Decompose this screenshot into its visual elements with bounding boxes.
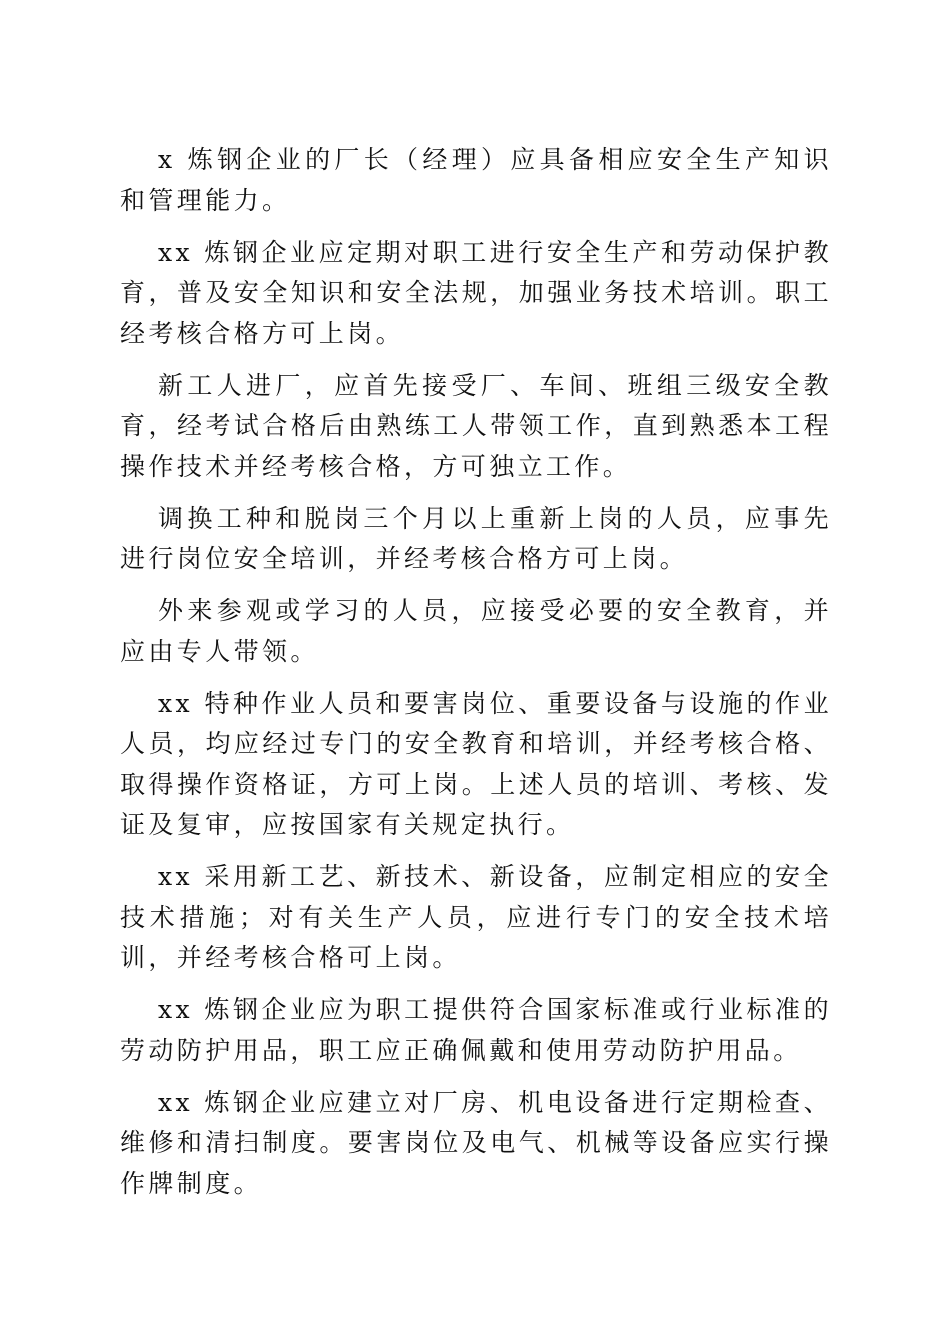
paragraph-visitors: 外来参观或学习的人员，应接受必要的安全教育，并应由专人带领。 (120, 596, 832, 666)
paragraph-special-operations: xx 特种作业人员和要害岗位、重要设备与设施的作业人员，均应经过专门的安全教育和培训，并经考核合格、取得操作资格证，方可上岗。上述人员的培训、考核、发证及复审，应按国家有关规定执行。 (120, 688, 832, 839)
paragraph-new-workers: 新工人进厂，应首先接受厂、车间、班组三级安全教育，经考试合格后由熟练工人带领工作，直到熟悉本工程操作技术并经考核合格，方可独立工作。 (120, 370, 832, 481)
paragraph-inspection-system: xx 炼钢企业应建立对厂房、机电设备进行定期检查、维修和清扫制度。要害岗位及电气、机械等设备应实行操作牌制度。 (120, 1087, 832, 1198)
paragraph-new-technology: xx 采用新工艺、新技术、新设备，应制定相应的安全技术措施；对有关生产人员，应进行专门的安全技术培训，并经考核合格可上岗。 (120, 862, 832, 972)
document-page (120, 140, 832, 1216)
paragraph-protective-equipment: xx 炼钢企业应为职工提供符合国家标准或行业标准的劳动防护用品，职工应正确佩戴和使用劳动防护用品。 (120, 995, 832, 1065)
paragraph-job-transfer: 调换工种和脱岗三个月以上重新上岗的人员，应事先进行岗位安全培训，并经考核合格方可上岗。 (120, 503, 832, 573)
paragraph-factory-director: x 炼钢企业的厂长（经理）应具备相应安全生产知识和管理能力。 (120, 145, 832, 215)
paragraph-safety-education: xx 炼钢企业应定期对职工进行安全生产和劳动保护教育，普及安全知识和安全法规，加强业务技术培训。职工经考核合格方可上岗。 (120, 237, 832, 348)
